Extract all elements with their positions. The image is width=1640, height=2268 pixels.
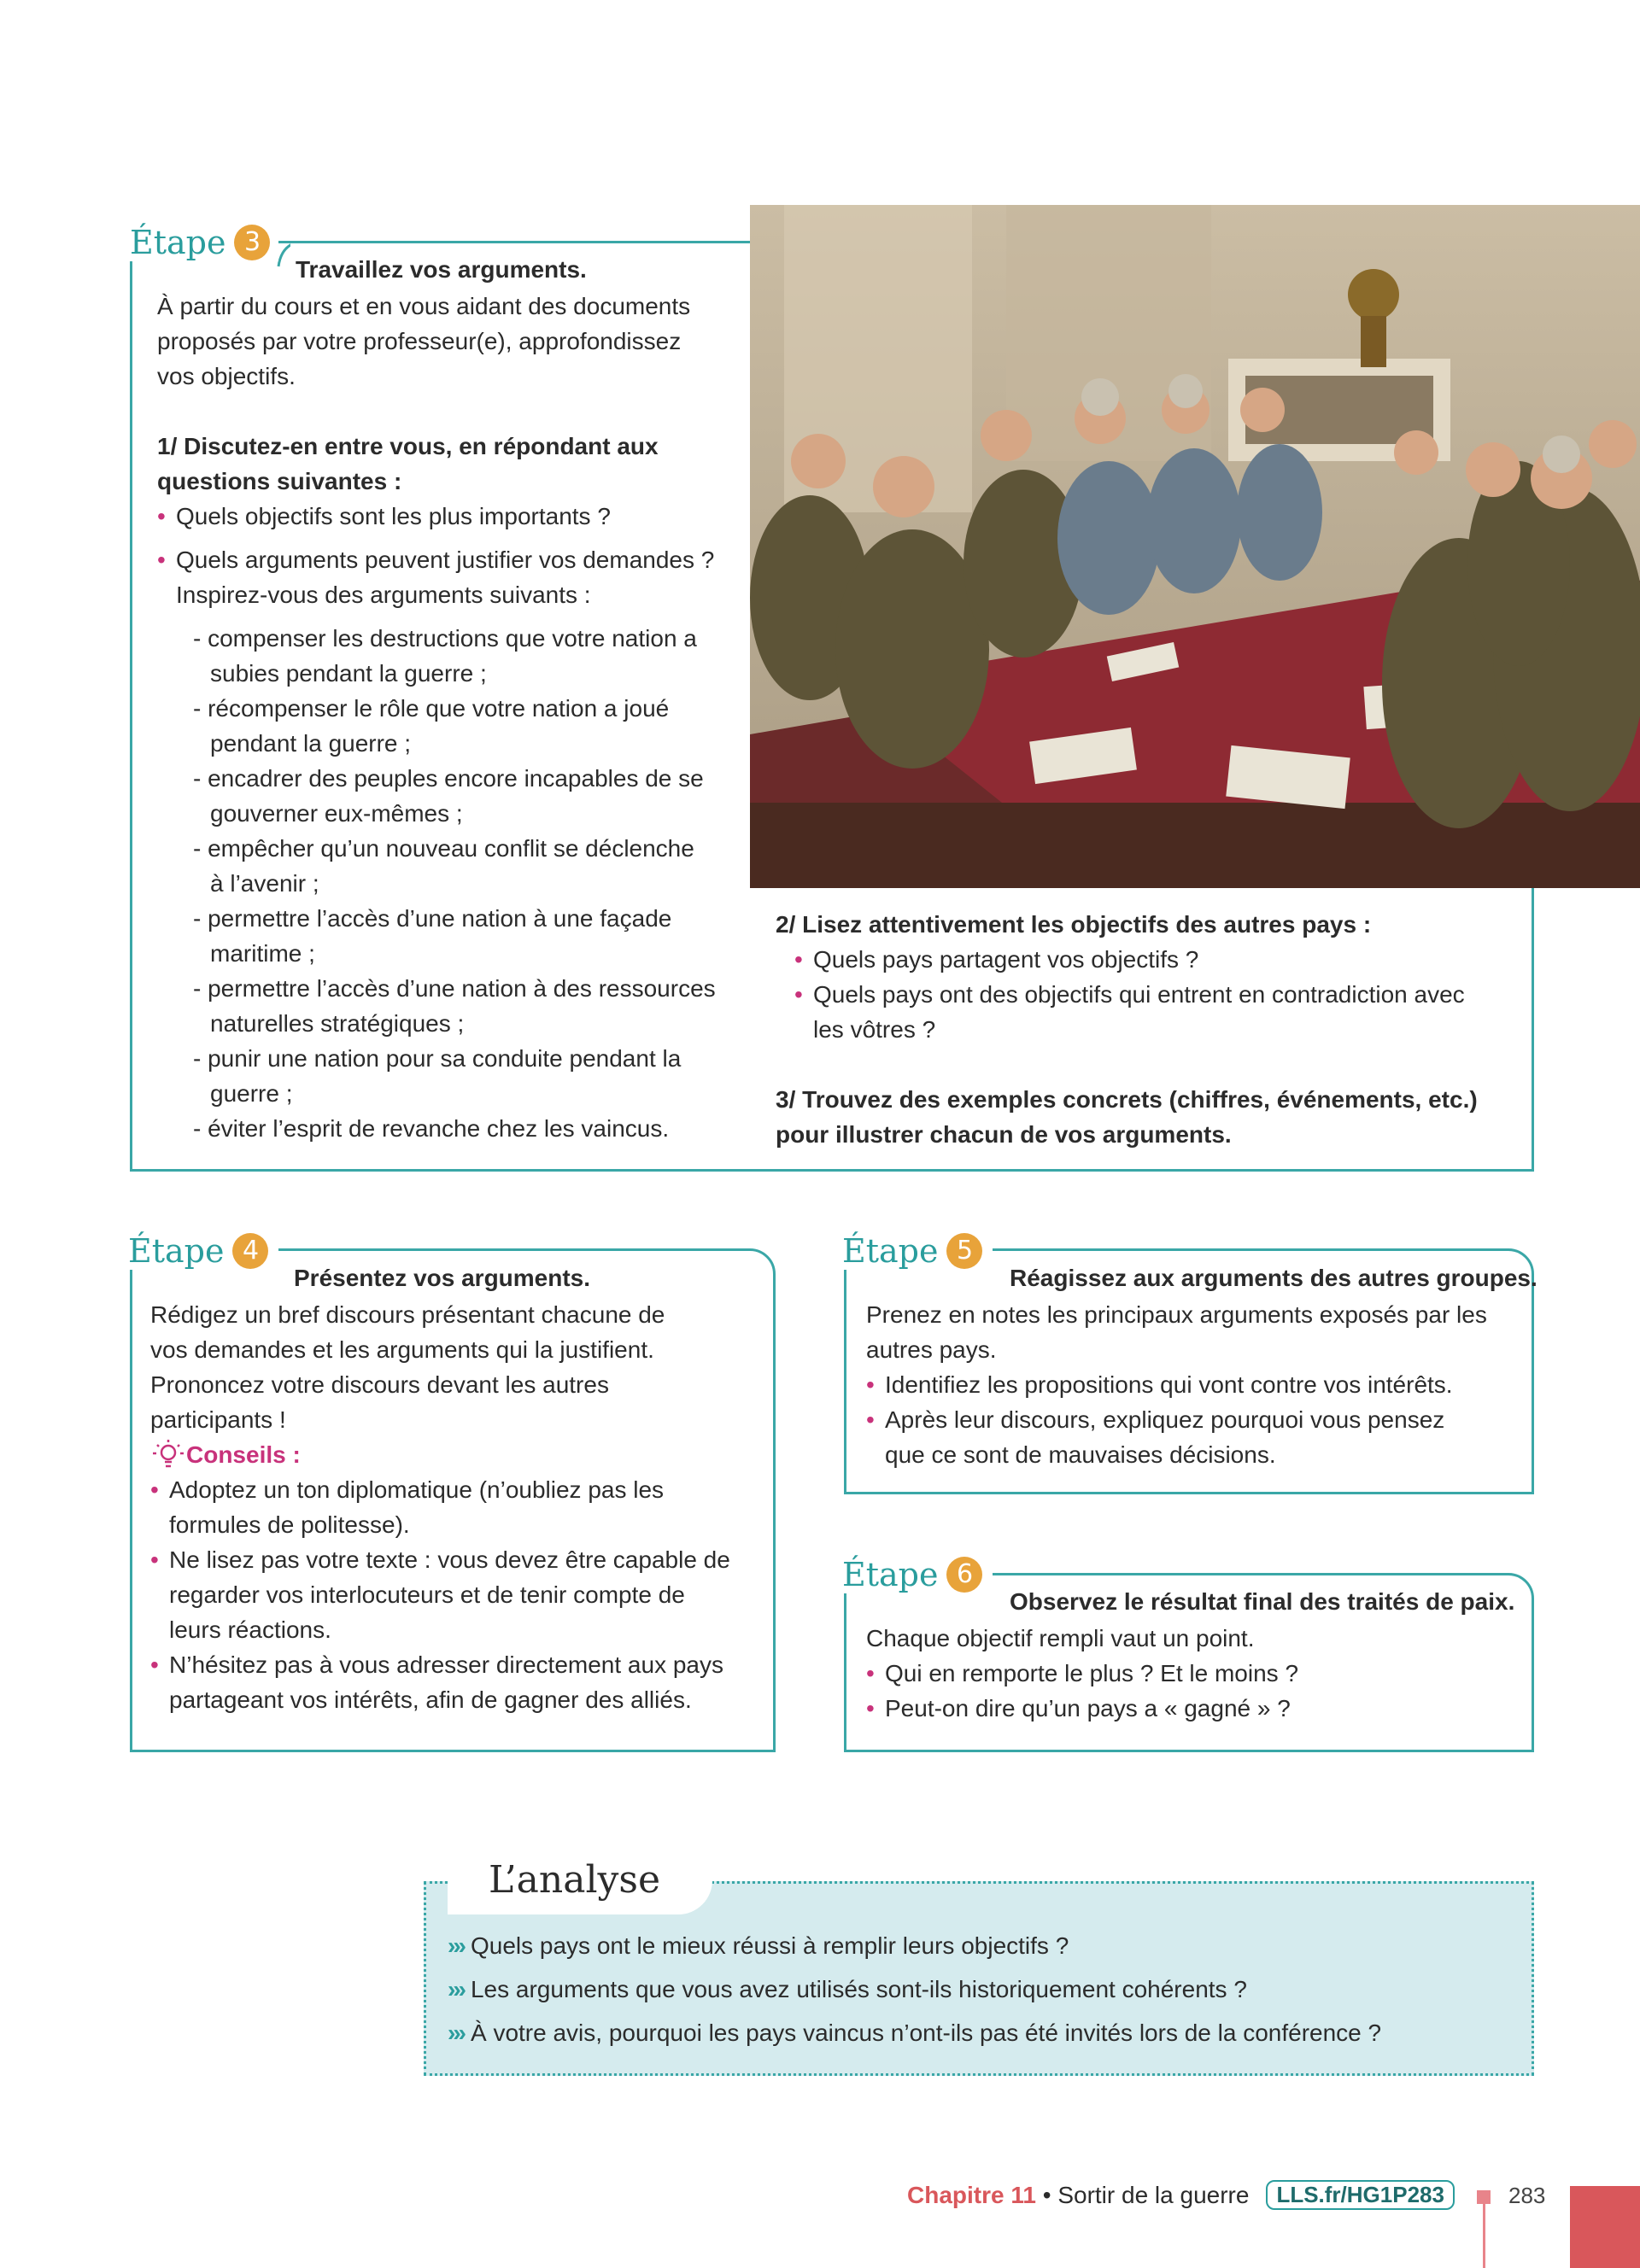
footer-marker-line: [1483, 2195, 1485, 2268]
etape5-bullet-2a: • Après leur discours, expliquez pourquoi vous pensez: [866, 1402, 1524, 1437]
analyse-title: L’analyse: [489, 1858, 661, 1902]
chevron-icon: ›››: [448, 1976, 464, 2002]
page-footer: [907, 2180, 1455, 2210]
footer-separator: •: [1035, 2181, 1058, 2208]
etape4-bullet-2a: • Ne lisez pas votre texte : vous devez être capable de: [150, 1542, 765, 1577]
chevron-icon: ›››: [448, 1932, 464, 1959]
etape3-dash-1a: - compenser les destructions que votre nation a: [193, 625, 697, 652]
etape5-intro-1: Prenez en notes les principaux arguments exposés par les: [866, 1301, 1487, 1328]
footer-chapter: Chapitre 11: [907, 2181, 1036, 2208]
etape3-header: [130, 224, 278, 261]
etape5-intro-2: autres pays.: [866, 1336, 997, 1363]
analyse-question-2: [448, 1976, 1247, 2003]
etape3-q1-bullet-2: • Quels arguments peuvent justifier vos demandes ?: [157, 542, 738, 577]
chevron-icon: ›››: [448, 2020, 464, 2046]
etape3-q1-heading-1: 1/ Discutez-en entre vous, en répondant aux: [157, 433, 659, 459]
etape3-dash-4b: à l’avenir ;: [210, 870, 319, 897]
etape3-dash-5b: maritime ;: [210, 940, 315, 967]
etape6-title: Observez le résultat final des traités de paix.: [1010, 1588, 1515, 1615]
etape4-bullet-1b: formules de politesse).: [169, 1511, 410, 1538]
etape6-bullet-2: • Peut-on dire qu’un pays a « gagné » ?: [866, 1691, 1524, 1726]
etape3-q1-heading-2: questions suivantes :: [157, 468, 402, 494]
etape3-dash-5a: - permettre l’accès d’une nation à une façade: [193, 905, 672, 932]
etape3-dash-3b: gouverner eux-mêmes ;: [210, 800, 463, 827]
analyse-question-text: Les arguments que vous avez utilisés sont-ils historiquement cohérents ?: [470, 1976, 1247, 2002]
etape3-dash-3a: - encadrer des peuples encore incapables de se: [193, 765, 704, 792]
etape6-intro: Chaque objectif rempli vaut un point.: [866, 1625, 1255, 1651]
etape3-right-text: [776, 907, 1519, 1152]
etape3-dash-1b: subies pendant la guerre ;: [210, 660, 487, 687]
etape3-dash-2a: - récompenser le rôle que votre nation a joué: [193, 695, 670, 722]
etape4-intro-4: participants !: [150, 1406, 286, 1433]
conseils-heading: [150, 1437, 765, 1472]
etape3-q1-bullet-1: • Quels objectifs sont les plus importants ?: [157, 499, 738, 534]
etape6-header: [842, 1556, 991, 1593]
etape5-bullet-2b: que ce sont de mauvaises décisions.: [885, 1441, 1276, 1468]
etape4-bullet-2b: regarder vos interlocuteurs et de tenir compte de: [169, 1581, 685, 1608]
etape4-bullet-3a: • N’hésitez pas à vous adresser directement aux pays: [150, 1647, 765, 1682]
etape6-number-badge: 6: [946, 1557, 982, 1593]
etape4-bullet-2c: leurs réactions.: [169, 1616, 331, 1643]
etape3-left-text: [157, 289, 738, 1146]
etape3-dash-2b: pendant la guerre ;: [210, 730, 412, 757]
etape3-dash-7b: guerre ;: [210, 1080, 293, 1107]
etape3-dash-7a: - punir une nation pour sa conduite pendant la: [193, 1045, 682, 1072]
footer-page-number: 283: [1508, 2183, 1546, 2208]
etape3-intro-3: vos objectifs.: [157, 363, 296, 389]
footer-link[interactable]: LLS.fr/HG1P283: [1266, 2180, 1455, 2210]
etape3-q2-bullet-2b: les vôtres ?: [813, 1016, 936, 1043]
etape4-header: [128, 1232, 277, 1270]
conseils-label: Conseils :: [186, 1441, 301, 1468]
etape3-q2-bullet-2: • Quels pays ont des objectifs qui entrent en contradiction avec: [794, 977, 1519, 1012]
etape3-q3-heading-2: pour illustrer chacun de vos arguments.: [776, 1121, 1232, 1148]
etape4-title: Présentez vos arguments.: [294, 1265, 591, 1291]
etape3-q2-heading: 2/ Lisez attentivement les objectifs des autres pays :: [776, 911, 1372, 938]
etape5-header: [842, 1232, 991, 1270]
etape6-text: [866, 1621, 1524, 1726]
etape3-q1-bullet-2b: Inspirez-vous des arguments suivants :: [176, 582, 591, 608]
etape4-intro-2: vos demandes et les arguments qui la justifient.: [150, 1336, 654, 1363]
etape4-intro-3: Prononcez votre discours devant les autres: [150, 1371, 609, 1398]
peace-conference-painting: [750, 205, 1640, 888]
etape5-bullet-1: • Identifiez les propositions qui vont contre vos intérêts.: [866, 1367, 1524, 1402]
etape3-label: Étape: [130, 224, 226, 261]
etape4-label: Étape: [128, 1232, 225, 1270]
etape5-label: Étape: [842, 1232, 939, 1270]
lightbulb-icon: [150, 1438, 186, 1472]
analyse-question-text: À votre avis, pourquoi les pays vaincus n’ont-ils pas été invités lors de la conférence ?: [470, 2020, 1382, 2046]
etape4-bullet-3b: partageant vos intérêts, afin de gagner des alliés.: [169, 1686, 692, 1713]
etape5-text: [866, 1297, 1524, 1472]
etape3-number-badge: 3: [234, 225, 270, 260]
etape3-dash-6b: naturelles stratégiques ;: [210, 1010, 465, 1037]
etape4-bullet-1a: • Adoptez un ton diplomatique (n’oubliez pas les: [150, 1472, 765, 1507]
etape3-title: Travaillez vos arguments.: [296, 256, 587, 283]
etape3-intro-2: proposés par votre professeur(e), approfondissez: [157, 328, 682, 354]
etape3-dash-6a: - permettre l’accès d’une nation à des ressources: [193, 975, 716, 1002]
etape6-label: Étape: [842, 1556, 939, 1593]
etape4-number-badge: 4: [232, 1233, 268, 1269]
etape3-dash-8a: - éviter l’esprit de revanche chez les vaincus.: [193, 1115, 670, 1142]
etape3-intro-1: À partir du cours et en vous aidant des documents: [157, 293, 691, 319]
etape3-q2-bullet-1: • Quels pays partagent vos objectifs ?: [794, 942, 1519, 977]
etape5-number-badge: 5: [946, 1233, 982, 1269]
etape4-intro-1: Rédigez un bref discours présentant chacune de: [150, 1301, 665, 1328]
analyse-question-3: [448, 2020, 1381, 2047]
footer-chapter-title: Sortir de la guerre: [1057, 2181, 1250, 2208]
analyse-question-text: Quels pays ont le mieux réussi à remplir leurs objectifs ?: [470, 1932, 1069, 1959]
etape3-dash-4a: - empêcher qu’un nouveau conflit se déclenche: [193, 835, 694, 862]
etape4-text: [150, 1297, 765, 1717]
etape3-q3-heading-1: 3/ Trouvez des exemples concrets (chiffres, événements, etc.): [776, 1086, 1478, 1113]
etape5-title: Réagissez aux arguments des autres groupes.: [1010, 1265, 1538, 1291]
etape6-bullet-1: • Qui en remporte le plus ? Et le moins ?: [866, 1656, 1524, 1691]
analyse-question-1: [448, 1932, 1069, 1960]
footer-color-tab: [1570, 2186, 1640, 2268]
